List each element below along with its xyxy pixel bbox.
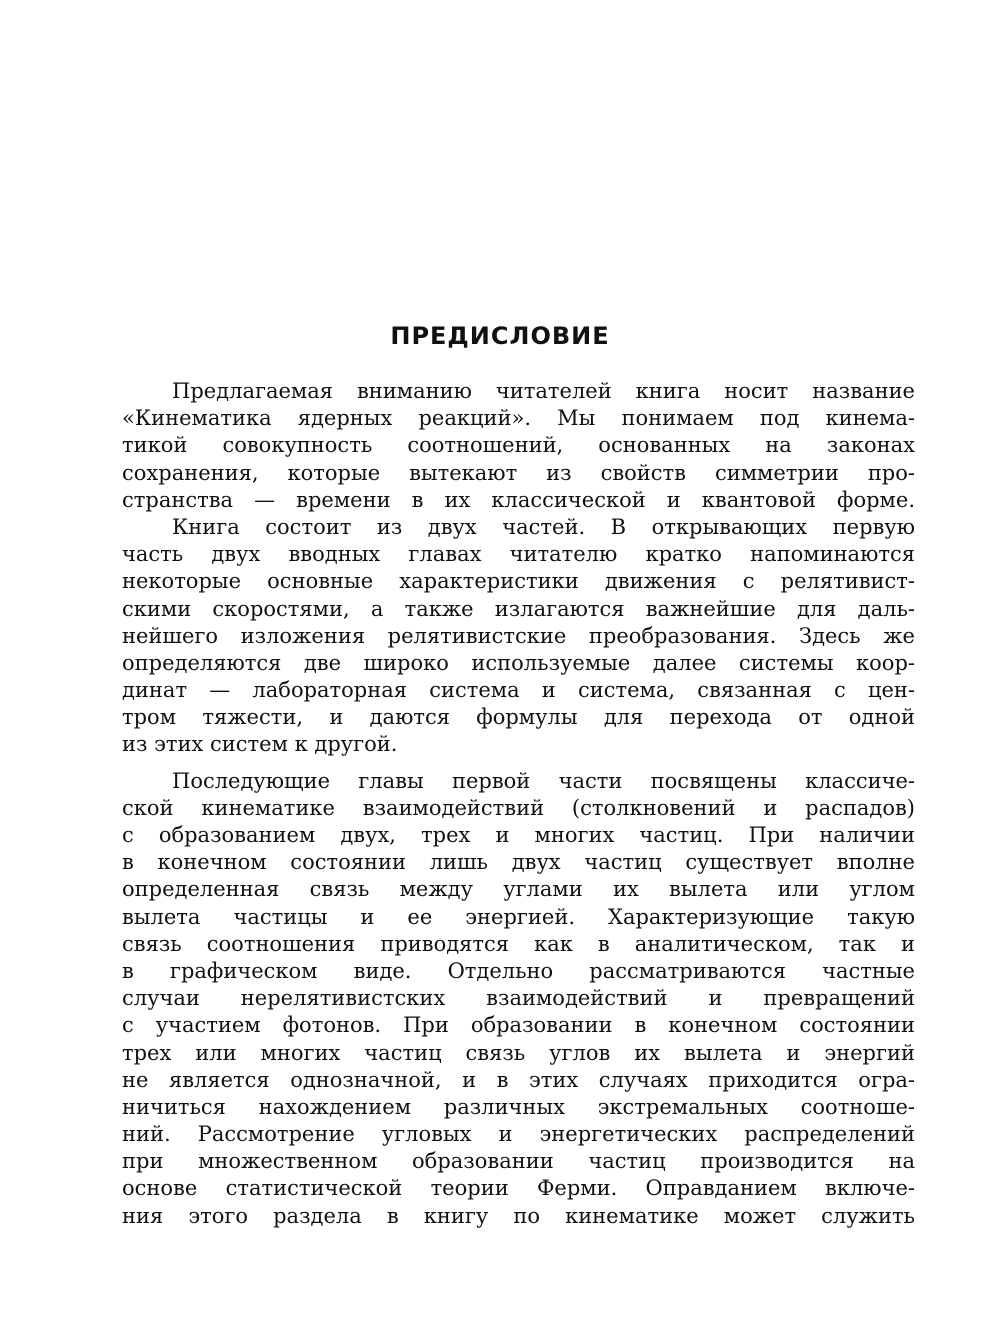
text-line: тром тяжести, и даются формулы для перехода от одной (122, 705, 915, 730)
text-line: ний. Рассмотрение угловых и энергетических распределений (122, 1122, 915, 1147)
text-line: ской кинематике взаимодействий (столкновений и распадов) (122, 795, 915, 820)
text-line: сохранения, которые вытекают из свойств симметрии про- (122, 460, 915, 485)
text-line: некоторые основные характеристики движения с релятивист- (122, 569, 915, 594)
text-line: случаи нерелятивистских взаимодействий и превращений (122, 986, 915, 1011)
paragraph-3 (122, 768, 915, 1230)
text-line: основе статистической теории Ферми. Оправданием включе- (122, 1176, 915, 1201)
text-line: «Кинематика ядерных реакций». Мы понимаем под кинема- (122, 406, 915, 431)
text-line: трех или многих частиц связь углов их вылета и энергий (122, 1040, 915, 1065)
text-line: тикой совокупность соотношений, основанных на законах (122, 433, 915, 458)
text-line: Предлагаемая вниманию читателей книга носит название (172, 379, 915, 403)
text-line: не является однозначной, и в этих случаях приходится огра- (122, 1067, 915, 1092)
paragraph-spacer (122, 759, 915, 768)
page-title: ПРЕДИСЛОВИЕ (390, 322, 610, 350)
text-line: ния этого раздела в книгу по кинематике может служить (122, 1203, 915, 1228)
text-line: часть двух вводных главах читателю кратко напоминаются (122, 542, 915, 567)
preface-body (122, 378, 915, 1230)
text-line: скими скоростями, а также излагаются важнейшие для даль- (122, 596, 915, 621)
text-line: из этих систем к другой. (122, 732, 398, 757)
text-line: определяются две широко используемые далее системы коор- (122, 650, 915, 675)
text-line: связь соотношения приводятся как в аналитическом, так и (122, 931, 915, 956)
text-line: при множественном образовании частиц производится на (122, 1149, 915, 1174)
text-line: в графическом виде. Отдельно рассматриваются частные (122, 958, 915, 983)
text-line: нейшего изложения релятивистские преобразования. Здесь же (122, 623, 915, 648)
text-line: странства — времени в их классической и квантовой форме. (122, 487, 915, 512)
paragraph-2 (122, 514, 915, 759)
text-line: Книга состоит из двух частей. В открывающих первую (172, 514, 915, 539)
text-line: в конечном состоянии лишь двух частиц существует вполне (122, 850, 915, 875)
text-line: с участием фотонов. При образовании в конечном состоянии (122, 1013, 915, 1038)
text-line: ничиться нахождением различных экстремальных соотноше- (122, 1094, 915, 1119)
text-line: динат — лабораторная система и система, связанная с цен- (122, 678, 915, 703)
text-line: с образованием двух, трех и многих частиц. При наличии (122, 823, 915, 847)
text-line: Последующие главы первой части посвящены классиче- (172, 768, 915, 793)
text-line: вылета частицы и ее энергией. Характеризующие такую (122, 904, 915, 929)
text-line: определенная связь между углами их вылета или углом (122, 877, 915, 902)
paragraph-1 (122, 378, 915, 514)
